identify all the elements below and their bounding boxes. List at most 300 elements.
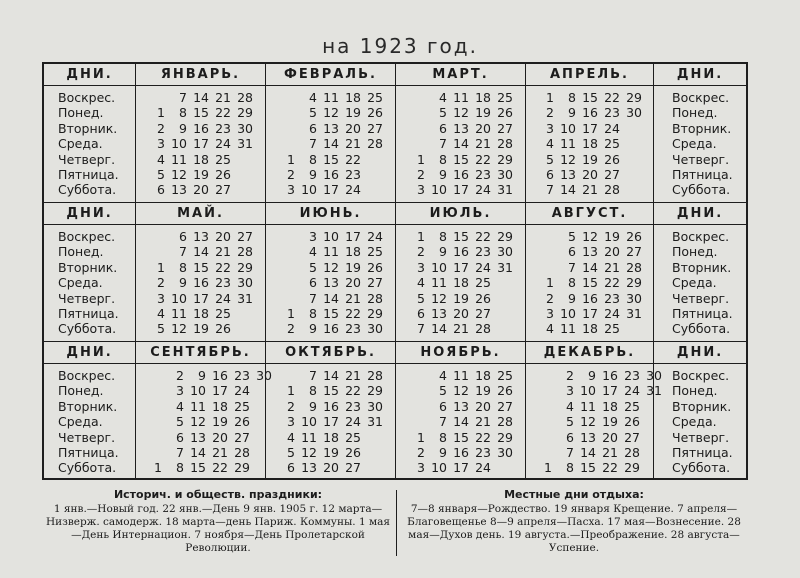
weekday-label: Вторник. <box>672 398 732 414</box>
days-header: ДНИ. <box>44 342 135 364</box>
day-number: 3 <box>546 306 554 321</box>
day-number: 13 <box>190 429 206 445</box>
day-number: 29 <box>626 90 642 105</box>
day-number: 23 <box>475 244 491 260</box>
month-block <box>396 203 526 341</box>
day-number: 2 <box>157 120 165 136</box>
day-number: 7 <box>568 259 576 275</box>
day-number: 28 <box>497 136 513 152</box>
day-number: 27 <box>345 460 361 476</box>
day-number: 7 <box>417 321 425 337</box>
day-number: 2 <box>417 445 425 460</box>
day-number: 23 <box>215 275 231 291</box>
day-number: 5 <box>309 105 317 121</box>
day-number: 1 <box>287 151 295 167</box>
day-number: 1 <box>417 151 425 167</box>
day-number: 4 <box>157 151 165 167</box>
day-number: 16 <box>193 275 209 291</box>
day-number: 21 <box>215 244 231 260</box>
day-number: 12 <box>580 414 596 430</box>
day-number: 18 <box>193 151 209 167</box>
day-number: 16 <box>453 445 469 460</box>
day-number: 31 <box>237 290 253 306</box>
rest-days-block <box>400 488 748 555</box>
weekday-label: Вторник. <box>672 259 732 275</box>
day-number: 28 <box>604 182 620 198</box>
day-number: 20 <box>212 429 228 445</box>
day-number: 18 <box>345 90 361 105</box>
day-number: 29 <box>367 306 383 321</box>
day-number: 14 <box>323 290 339 306</box>
day-number: 6 <box>439 398 447 414</box>
day-number: 20 <box>453 306 469 321</box>
day-number: 27 <box>497 120 513 136</box>
day-number: 19 <box>212 414 228 430</box>
day-number: 9 <box>439 167 447 182</box>
day-number: 7 <box>179 244 187 260</box>
weekday-label: Четверг. <box>58 290 116 306</box>
day-number: 9 <box>179 120 187 136</box>
day-number: 8 <box>568 90 576 105</box>
month-block <box>266 203 396 341</box>
day-number: 9 <box>439 244 447 260</box>
calendar-band <box>44 64 746 202</box>
day-number: 11 <box>171 306 187 321</box>
day-number: 25 <box>215 151 231 167</box>
day-number: 14 <box>453 414 469 430</box>
day-number: 7 <box>309 368 317 383</box>
day-number: 30 <box>367 321 383 337</box>
day-number: 22 <box>345 151 361 167</box>
month-name: НОЯБРЬ. <box>396 342 525 364</box>
day-number: 8 <box>176 460 184 476</box>
day-number: 17 <box>212 383 228 399</box>
day-number: 29 <box>237 259 253 275</box>
month-block <box>266 342 396 480</box>
days-column-left <box>44 342 136 480</box>
day-number: 26 <box>604 151 620 167</box>
day-number: 19 <box>602 414 618 430</box>
day-number: 1 <box>157 105 165 121</box>
day-number: 10 <box>171 136 187 152</box>
day-number: 29 <box>624 460 640 476</box>
month-name: ФЕВРАЛЬ. <box>266 64 395 86</box>
day-number: 26 <box>367 259 383 275</box>
day-number: 29 <box>234 460 250 476</box>
month-block <box>526 203 654 341</box>
day-number: 23 <box>345 321 361 337</box>
day-number: 21 <box>345 368 361 383</box>
days-header: ДНИ. <box>44 64 135 86</box>
day-number: 22 <box>212 460 228 476</box>
day-number: 25 <box>604 321 620 337</box>
day-number: 24 <box>475 182 491 198</box>
month-name: АПРЕЛЬ. <box>526 64 653 86</box>
day-number: 9 <box>179 275 187 291</box>
day-number: 3 <box>417 460 425 476</box>
day-number: 2 <box>287 398 295 414</box>
day-number: 6 <box>176 429 184 445</box>
day-number: 26 <box>475 290 491 306</box>
day-number: 10 <box>190 383 206 399</box>
day-number: 7 <box>176 445 184 460</box>
day-number: 18 <box>193 306 209 321</box>
day-number: 20 <box>475 398 491 414</box>
day-number: 30 <box>367 398 383 414</box>
day-number: 8 <box>568 275 576 291</box>
day-number: 17 <box>453 182 469 198</box>
day-number: 2 <box>546 105 554 121</box>
day-number: 9 <box>588 368 596 383</box>
month-name: ДЕКАБРЬ. <box>526 342 653 364</box>
day-number: 21 <box>604 259 620 275</box>
weekday-label: Воскрес. <box>672 368 730 383</box>
month-name: ОКТЯБРЬ. <box>266 342 395 364</box>
day-number: 4 <box>309 90 317 105</box>
day-number: 23 <box>604 290 620 306</box>
day-number: 27 <box>215 182 231 198</box>
day-number: 23 <box>475 167 491 182</box>
day-number: 15 <box>582 90 598 105</box>
weekday-label: Пятница. <box>58 444 119 460</box>
day-number: 7 <box>309 136 317 152</box>
day-number: 3 <box>287 414 295 430</box>
day-number: 6 <box>179 229 187 244</box>
weekday-label: Четверг. <box>672 290 730 306</box>
day-number: 30 <box>256 368 272 383</box>
day-number: 25 <box>497 90 513 105</box>
day-number: 28 <box>367 136 383 152</box>
weekday-label: Среда. <box>58 275 103 291</box>
day-number: 10 <box>580 383 596 399</box>
day-number: 1 <box>287 306 295 321</box>
day-number: 20 <box>604 244 620 260</box>
day-number: 23 <box>604 105 620 121</box>
day-number: 14 <box>580 445 596 460</box>
day-number: 9 <box>309 321 317 337</box>
day-number: 18 <box>582 136 598 152</box>
weekday-label: Понед. <box>672 383 718 399</box>
day-number: 8 <box>309 383 317 399</box>
day-number: 30 <box>497 445 513 460</box>
day-number: 23 <box>215 120 231 136</box>
day-number: 27 <box>237 229 253 244</box>
weekday-label: Понед. <box>58 244 104 260</box>
day-number: 30 <box>237 120 253 136</box>
weekday-label: Воскрес. <box>58 368 116 383</box>
day-number: 11 <box>560 136 576 152</box>
weekday-label: Пятница. <box>672 444 733 460</box>
day-number: 24 <box>604 120 620 136</box>
day-number: 21 <box>582 182 598 198</box>
day-number: 11 <box>453 368 469 383</box>
day-number: 6 <box>287 460 295 476</box>
day-number: 18 <box>475 368 491 383</box>
days-column-right <box>654 342 746 480</box>
day-number: 1 <box>544 460 552 476</box>
day-number: 11 <box>580 398 596 414</box>
month-name: АВГУСТ. <box>526 203 653 225</box>
weekday-list <box>672 90 733 198</box>
day-number: 10 <box>560 120 576 136</box>
day-number: 6 <box>546 167 554 182</box>
day-number: 10 <box>431 259 447 275</box>
day-number: 18 <box>475 90 491 105</box>
day-number: 17 <box>602 383 618 399</box>
weekday-label: Пятница. <box>672 166 733 182</box>
day-number: 6 <box>309 275 317 291</box>
weekday-label: Вторник. <box>58 398 118 414</box>
day-number: 7 <box>546 182 554 198</box>
day-number: 4 <box>439 368 447 383</box>
day-number: 6 <box>309 120 317 136</box>
day-number: 20 <box>582 167 598 182</box>
day-number: 30 <box>626 290 642 306</box>
day-number: 31 <box>237 136 253 152</box>
day-number: 10 <box>301 182 317 198</box>
day-number: 5 <box>157 321 165 337</box>
day-number: 5 <box>566 414 574 430</box>
day-number: 4 <box>417 275 425 291</box>
day-number: 26 <box>234 414 250 430</box>
day-number: 15 <box>582 275 598 291</box>
day-number: 6 <box>568 244 576 260</box>
day-number: 19 <box>345 259 361 275</box>
day-number: 26 <box>624 414 640 430</box>
day-number: 23 <box>345 167 361 182</box>
day-number: 8 <box>439 151 447 167</box>
day-number: 13 <box>193 229 209 244</box>
day-number: 22 <box>345 306 361 321</box>
day-number: 31 <box>497 182 513 198</box>
day-number: 15 <box>323 383 339 399</box>
day-number: 1 <box>157 259 165 275</box>
weekday-label: Среда. <box>58 136 103 152</box>
day-number: 27 <box>497 398 513 414</box>
day-number: 10 <box>171 290 187 306</box>
day-number: 12 <box>453 105 469 121</box>
month-name: ЯНВАРЬ. <box>136 64 265 86</box>
day-number: 6 <box>566 429 574 445</box>
day-number: 12 <box>323 259 339 275</box>
day-number: 21 <box>602 445 618 460</box>
day-number: 5 <box>439 383 447 399</box>
day-number: 17 <box>453 259 469 275</box>
weekday-label: Суббота. <box>58 182 117 198</box>
day-number: 17 <box>323 182 339 198</box>
day-number: 1 <box>417 429 425 445</box>
day-number: 19 <box>193 167 209 182</box>
days-header: ДНИ. <box>44 203 135 225</box>
day-number: 16 <box>453 167 469 182</box>
day-number: 25 <box>367 90 383 105</box>
day-number: 1 <box>546 90 554 105</box>
weekday-label: Воскрес. <box>58 229 116 244</box>
day-number: 29 <box>497 429 513 445</box>
day-number: 3 <box>309 229 317 244</box>
day-number: 26 <box>215 321 231 337</box>
weekday-label: Среда. <box>672 275 717 291</box>
day-number: 19 <box>345 105 361 121</box>
day-number: 10 <box>431 460 447 476</box>
day-number: 21 <box>345 290 361 306</box>
weekday-label: Четверг. <box>58 151 116 167</box>
holidays-block <box>42 488 394 555</box>
day-number: 4 <box>176 398 184 414</box>
day-number: 28 <box>497 414 513 430</box>
day-number: 16 <box>323 167 339 182</box>
day-number: 13 <box>323 120 339 136</box>
day-number: 5 <box>568 229 576 244</box>
day-number: 12 <box>171 167 187 182</box>
days-header: ДНИ. <box>654 342 746 364</box>
day-number: 22 <box>475 151 491 167</box>
day-number: 4 <box>287 429 295 445</box>
month-name: МАЙ. <box>136 203 265 225</box>
month-block <box>526 64 654 202</box>
day-number: 19 <box>323 445 339 460</box>
day-number: 30 <box>237 275 253 291</box>
day-number: 15 <box>323 151 339 167</box>
day-number: 14 <box>190 445 206 460</box>
weekday-label: Понед. <box>672 244 718 260</box>
day-number: 9 <box>309 167 317 182</box>
month-block <box>396 64 526 202</box>
day-number: 11 <box>190 398 206 414</box>
day-number: 2 <box>566 368 574 383</box>
rest-days-title: Местные дни отдыха: <box>504 488 644 501</box>
day-number: 11 <box>171 151 187 167</box>
weekday-label: Вторник. <box>672 120 732 136</box>
day-number: 12 <box>453 383 469 399</box>
day-number: 16 <box>323 321 339 337</box>
day-number: 8 <box>309 151 317 167</box>
day-number: 8 <box>179 105 187 121</box>
day-number: 16 <box>602 368 618 383</box>
day-number: 12 <box>171 321 187 337</box>
day-number: 17 <box>453 460 469 476</box>
day-number: 21 <box>475 414 491 430</box>
days-header: ДНИ. <box>654 203 746 225</box>
day-number: 20 <box>215 229 231 244</box>
day-number: 29 <box>626 275 642 291</box>
day-number: 1 <box>417 229 425 244</box>
notes-divider <box>396 490 397 556</box>
day-number: 26 <box>497 383 513 399</box>
day-number: 10 <box>431 182 447 198</box>
month-block <box>396 342 526 480</box>
day-number: 22 <box>604 275 620 291</box>
weekday-label: Вторник. <box>58 120 118 136</box>
day-number: 22 <box>604 90 620 105</box>
month-name: ИЮНЬ. <box>266 203 395 225</box>
day-number: 5 <box>546 151 554 167</box>
calendar-grid <box>42 62 748 480</box>
day-number: 16 <box>582 290 598 306</box>
day-number: 4 <box>546 321 554 337</box>
day-number: 20 <box>193 182 209 198</box>
day-number: 13 <box>582 244 598 260</box>
day-number: 24 <box>367 229 383 244</box>
day-number: 22 <box>602 460 618 476</box>
day-number: 26 <box>367 105 383 121</box>
month-block <box>136 342 272 480</box>
day-number: 27 <box>626 244 642 260</box>
day-number: 15 <box>453 229 469 244</box>
day-number: 11 <box>323 244 339 260</box>
day-number: 4 <box>439 90 447 105</box>
day-number: 22 <box>215 259 231 275</box>
day-number: 15 <box>193 259 209 275</box>
days-column-left <box>44 64 136 202</box>
day-number: 18 <box>345 244 361 260</box>
day-number: 2 <box>176 368 184 383</box>
weekday-list <box>672 229 733 337</box>
month-name: ИЮЛЬ. <box>396 203 525 225</box>
day-number: 27 <box>367 275 383 291</box>
day-number: 29 <box>367 383 383 399</box>
day-number: 12 <box>582 229 598 244</box>
day-number: 15 <box>453 429 469 445</box>
day-number: 19 <box>475 383 491 399</box>
days-column-left <box>44 203 136 341</box>
day-number: 20 <box>345 275 361 291</box>
weekday-label: Суббота. <box>58 321 117 337</box>
day-number: 29 <box>237 105 253 121</box>
day-number: 9 <box>309 398 317 414</box>
month-block <box>526 342 662 480</box>
day-number: 1 <box>546 275 554 291</box>
weekday-label: Понед. <box>58 105 104 121</box>
weekday-label: Пятница. <box>672 305 733 321</box>
day-number: 21 <box>475 136 491 152</box>
day-number: 4 <box>566 398 574 414</box>
day-number: 16 <box>453 244 469 260</box>
weekday-label: Суббота. <box>58 460 117 476</box>
day-number: 20 <box>345 120 361 136</box>
day-number: 11 <box>431 275 447 291</box>
day-number: 27 <box>475 306 491 321</box>
day-number: 26 <box>497 105 513 121</box>
day-number: 23 <box>624 368 640 383</box>
day-number: 2 <box>417 167 425 182</box>
day-number: 19 <box>582 151 598 167</box>
day-number: 18 <box>582 321 598 337</box>
day-number: 14 <box>193 244 209 260</box>
day-number: 10 <box>560 306 576 321</box>
day-number: 25 <box>234 398 250 414</box>
day-number: 28 <box>475 321 491 337</box>
day-number: 13 <box>453 398 469 414</box>
rest-days-text: 7—8 января—Рождество. 19 января Крещение. 7 апреля—Благовещенье 8—9 апреля—Пасха. 17 мая—Вознесение. 28 мая—Духов день. 19 августа.—Преображение. 28 августа—Успение. <box>407 503 741 554</box>
day-number: 28 <box>626 259 642 275</box>
day-number: 24 <box>215 290 231 306</box>
day-number: 21 <box>345 136 361 152</box>
weekday-label: Пятница. <box>58 305 119 321</box>
day-number: 29 <box>497 151 513 167</box>
weekday-label: Понед. <box>58 383 104 399</box>
day-number: 20 <box>602 429 618 445</box>
month-block <box>136 203 266 341</box>
day-number: 22 <box>345 383 361 399</box>
day-number: 28 <box>237 90 253 105</box>
day-number: 30 <box>497 167 513 182</box>
day-number: 12 <box>323 105 339 121</box>
day-number: 3 <box>157 290 165 306</box>
day-number: 7 <box>439 414 447 430</box>
month-block <box>266 64 396 202</box>
day-number: 26 <box>626 229 642 244</box>
